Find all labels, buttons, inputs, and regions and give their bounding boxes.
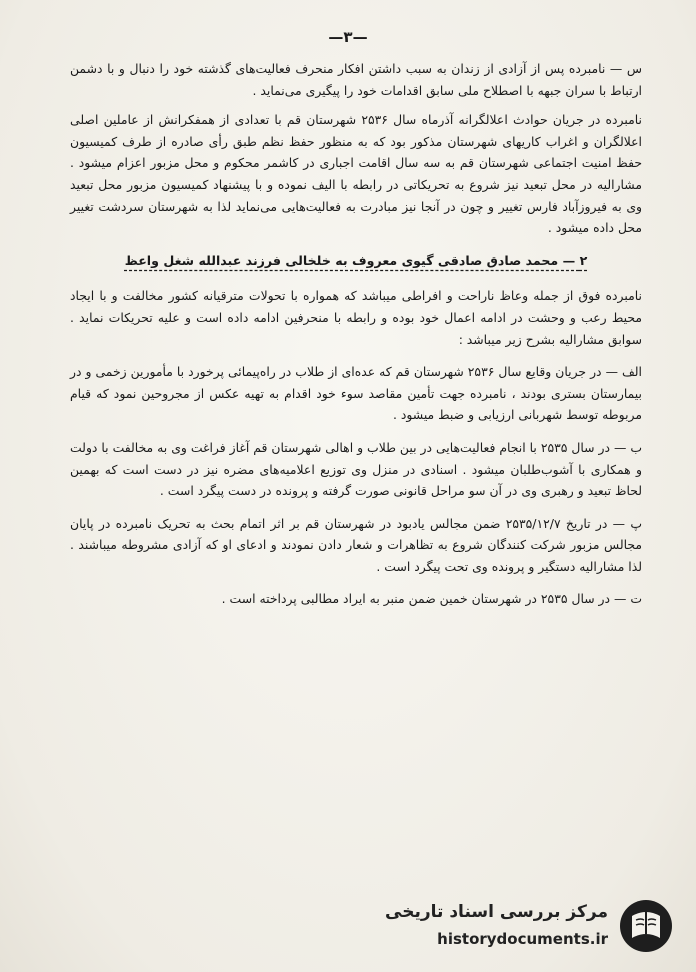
archive-logo-icon	[618, 898, 674, 954]
paragraph-3: نامبرده فوق از جمله وعاظ ناراحت و افراطی میباشد که همواره با تحولات مترقیانه کشور مخالفت و با ایجاد محیط رعب و وحشت در ادامه اعمال خود بوده و رابطه با منحرفین ادامه داده است و علیه تحریکات نماید . سوابق مشارالیه بشرح زیر میباشد :	[70, 288, 642, 347]
page-number: —٣—	[328, 28, 368, 46]
watermark-url: historydocuments.ir	[437, 930, 608, 948]
paragraph-2: نامبرده در جریان حوادث اعلالگرانه آذرماه سال ۲۵۳۶ شهرستان قم با تعدادی از همفکرانش از عاملین اصلی اعلالگران و اغراب کاریهای شهرستان مذکور بود که به منظور حفظ نظم طبق رأی صادره از طرف کمیسیون حفظ امنیت اجتماعی شهرستان قم به سه سال اقامت اجباری در کاشمر محکوم و محل مزبور اعزام میشود . مشارالیه در محل تبعید نیز شروع به تحریکاتی در رابطه با الیف نموده و با پیشنهاد کمیسیون مزبور محل تبعید وی به فیروزآباد فارس تغییر و چون در آنجا نیز مبادرت به فعالیت‌هایی می‌نماید لذا به شهرستان سردشت تغییر محل داده میشود .	[70, 112, 642, 236]
item-alef: الف — در جریان وقایع سال ۲۵۳۶ شهرستان قم که عده‌ای از طلاب در راه‌پیمائی پرخورد با مأمورین زخمی و در بیمارستان بستری بودند ، نامبرده جهت تأمین مقاصد سوء خود اقدام به تهیه عکس از مجروحین نمود که قیام مربوطه توسط شهربانی ارزیابی و ضبط میشود .	[70, 364, 642, 423]
watermark-title: مرکز بررسی اسناد تاریخی	[385, 902, 608, 922]
paragraph-1: س — نامبرده پس از آزادی از زندان به سبب داشتن افکار منحرف فعالیت‌های گذشته خود را دنبال و با دشمن ارتباط با سران جبهه با اصطلاح ملی سابق اقدامات خود را پیگیری می‌نماید .	[70, 61, 642, 98]
watermark	[385, 896, 674, 958]
item-be: ب — در سال ۲۵۳۵ با انجام فعالیت‌هایی در بین طلاب و اهالی شهرستان قم آغاز فراغت وی به مخالفت با دولت و همکاری با آشوب‌طلبان میشود . اسنادی در منزل وی توزیع اعلامیه‌های مضره نیز در دست است که بهمین لحاظ تبعید و رهبری وی در آن سو مراحل قانونی صورت گرفته و پرونده در دست پیگرد است .	[70, 439, 642, 499]
section-heading: ۲ — محمد صادق صادقی گیوی معروف به خلخالی فرزند عبدالله شغل واعظ	[124, 252, 588, 268]
item-pe: پ — در تاریخ ۲۵۳۵/۱۲/۷ ضمن مجالس یادبود در شهرستان قم بر اثر اتمام بحث به تحریک نامبرده در پایان مجالس مزبور شرکت کنندگان شروع به تظاهرات و شعار دادن نمودند و ادعای او که آزادی مشروطه میباشند . لذا مشارالیه دستگیر و پرونده وی تحت پیگرد است .	[70, 515, 642, 574]
document-body	[70, 58, 642, 621]
item-te: ت — در سال ۲۵۳۵ در شهرستان خمین ضمن منبر به ایراد مطالبی پرداخته است .	[221, 591, 642, 607]
